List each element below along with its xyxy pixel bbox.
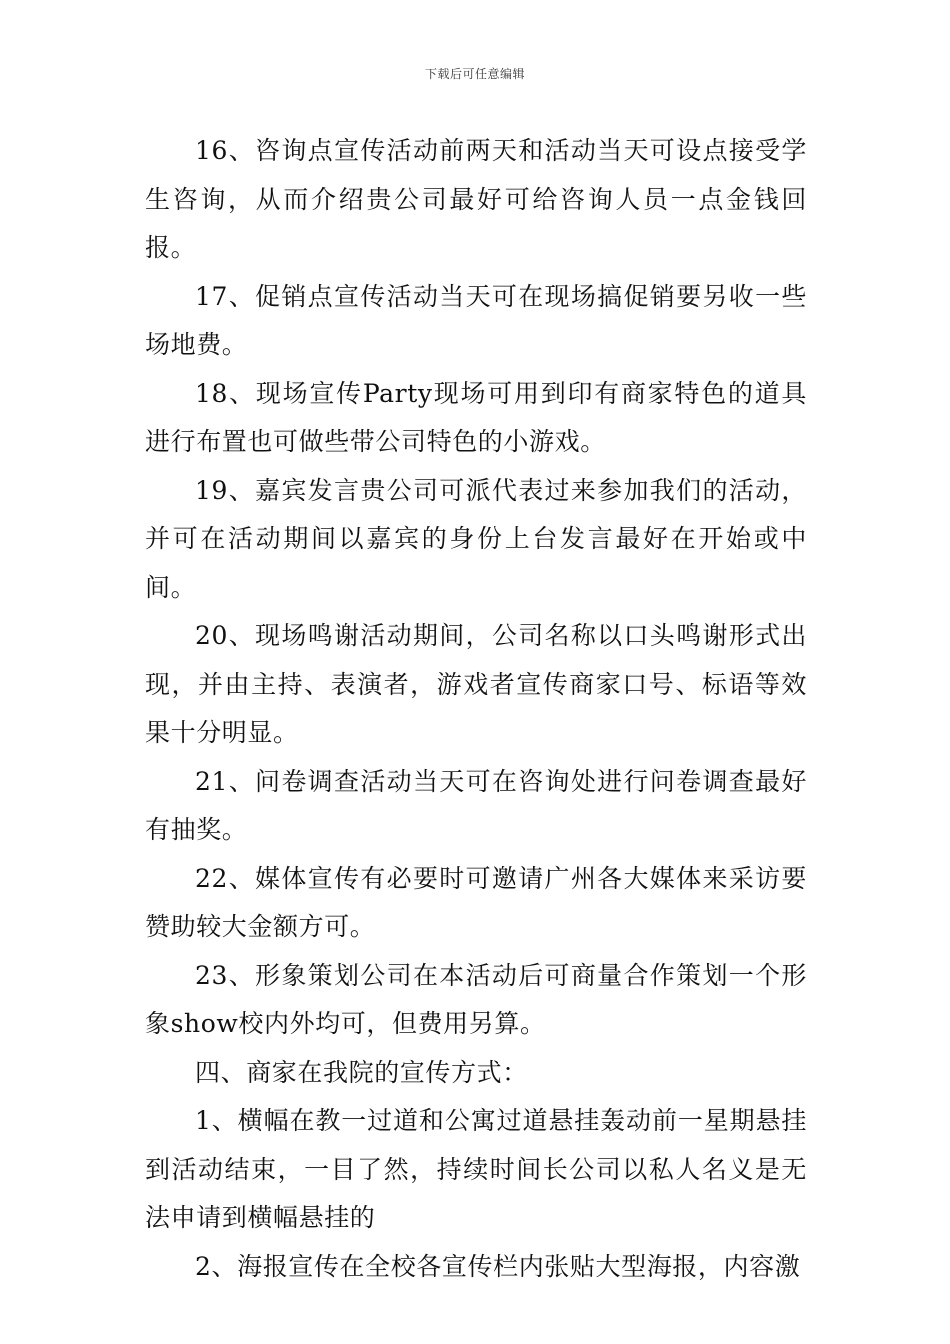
paragraph-17-promotion: 17、促销点宣传活动当天可在现场搞促销要另收一些场地费。	[145, 281, 807, 359]
section-heading-4: 四、商家在我院的宣传方式：	[195, 1057, 528, 1087]
paragraph-18-onsite-party: 18、现场宣传Party现场可用到印有商家特色的道具进行布置也可做些带公司特色的小游戏。	[145, 378, 807, 456]
paragraph-20-acknowledgement: 20、现场鸣谢活动期间，公司名称以口头鸣谢形式出现，并由主持、表演者，游戏者宣传商家口号、标语等效果十分明显。	[145, 621, 807, 747]
paragraph-22-media: 22、媒体宣传有必要时可邀请广州各大媒体来采访要赞助较大金额方可。	[145, 863, 807, 941]
paragraph-21-survey: 21、问卷调查活动当天可在咨询处进行问卷调查最好有抽奖。	[145, 766, 807, 844]
paragraph-23-image-planning: 23、形象策划公司在本活动后可商量合作策划一个形象show校内外均可，但费用另算。	[145, 960, 807, 1038]
paragraph-19-guest-speech: 19、嘉宾发言贵公司可派代表过来参加我们的活动，并可在活动期间以嘉宾的身份上台发言最好在开始或中间。	[145, 475, 807, 602]
paragraph-1-banner: 1、横幅在教一过道和公寓过道悬挂轰动前一星期悬挂到活动结束，一目了然，持续时间长公司以私人名义是无法申请到横幅悬挂的	[145, 1106, 807, 1232]
page-header: 下载后可任意编辑	[424, 67, 525, 81]
paragraph-2-poster: 2、海报宣传在全校各宣传栏内张贴大型海报，内容激	[195, 1251, 801, 1281]
document-body	[145, 127, 807, 1291]
paragraph-16-consultation: 16、咨询点宣传活动前两天和活动当天可设点接受学生咨询，从而介绍贵公司最好可给咨询人员一点金钱回报。	[145, 136, 807, 262]
